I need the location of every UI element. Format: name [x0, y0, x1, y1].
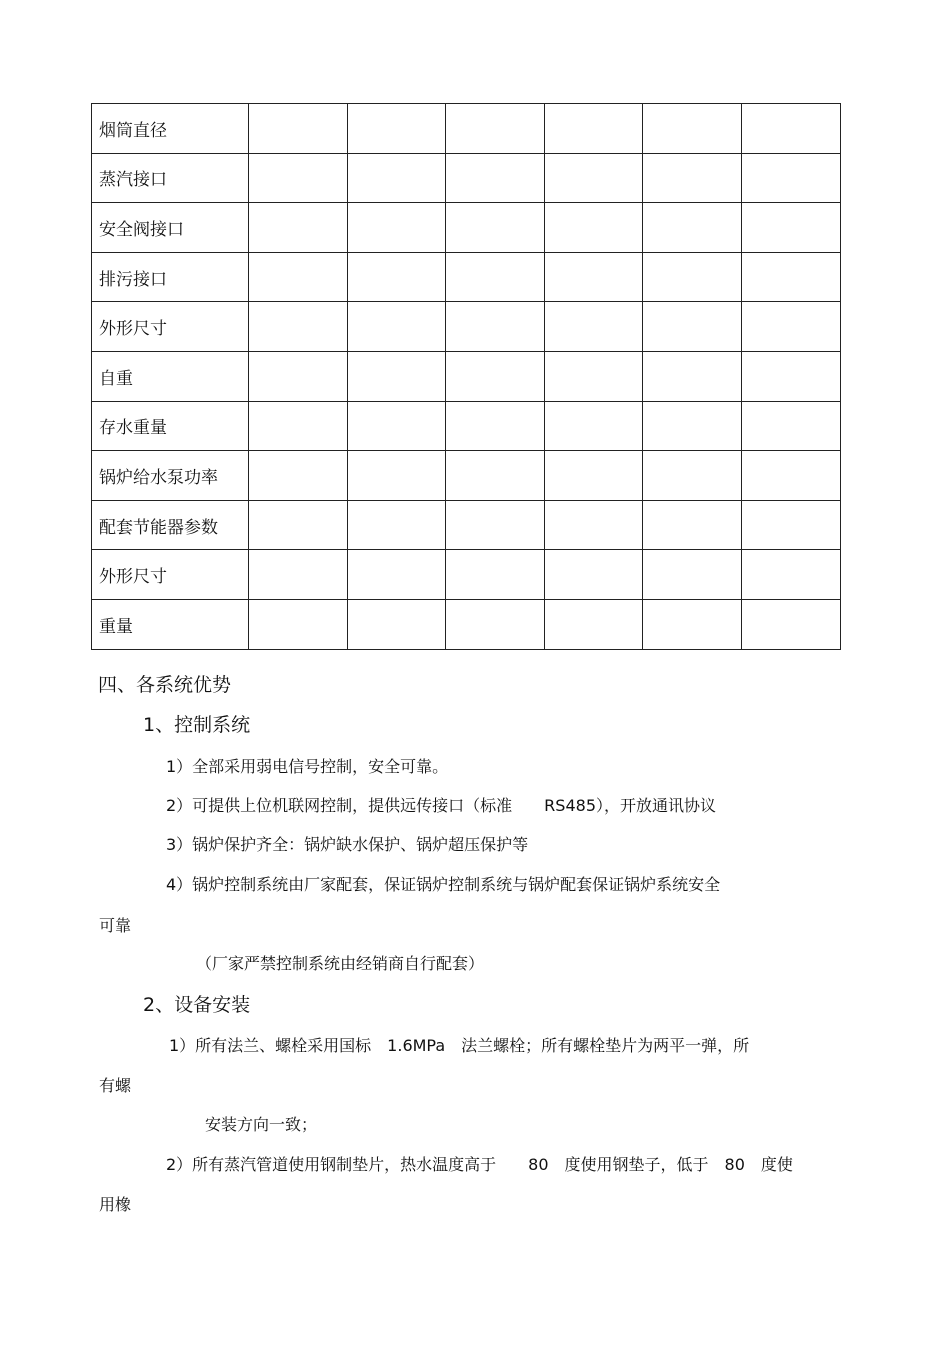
table-cell [643, 351, 742, 401]
table-row [92, 500, 841, 550]
table-cell [249, 302, 348, 352]
table-cell [544, 500, 643, 550]
row-label: 锅炉给水泵功率 [92, 451, 249, 501]
table-cell [643, 203, 742, 253]
table-cell [446, 153, 545, 203]
table-cell [741, 153, 840, 203]
table-cell [544, 451, 643, 501]
table-cell [741, 104, 840, 154]
parameter-table-body [92, 104, 841, 650]
control-item-3: 3）锅炉保护齐全：锅炉缺水保护、锅炉超压保护等 [166, 835, 529, 854]
table-cell [446, 203, 545, 253]
table-cell [741, 401, 840, 451]
table-cell [347, 351, 446, 401]
table-cell [249, 153, 348, 203]
table-cell [446, 252, 545, 302]
table-cell [544, 252, 643, 302]
table-row [92, 401, 841, 451]
table-cell [347, 203, 446, 253]
table-cell [446, 401, 545, 451]
row-label: 外形尺寸 [92, 302, 249, 352]
table-cell [446, 351, 545, 401]
table-cell [544, 401, 643, 451]
table-cell [643, 401, 742, 451]
table-cell [643, 599, 742, 649]
table-row [92, 252, 841, 302]
table-cell [347, 252, 446, 302]
control-item-4-line2: 可靠 [99, 916, 132, 935]
row-label: 配套节能器参数 [92, 500, 249, 550]
table-cell [544, 351, 643, 401]
control-item-2: 2）可提供上位机联网控制，提供远传接口（标准 RS485），开放通讯协议 [166, 796, 716, 815]
install-item-1-line3: 安装方向一致； [205, 1115, 318, 1134]
table-cell [643, 302, 742, 352]
table-cell [249, 104, 348, 154]
table-row [92, 451, 841, 501]
control-item-4-line1: 4）锅炉控制系统由厂家配套，保证锅炉控制系统与锅炉配套保证锅炉系统安全 [166, 875, 721, 894]
table-row [92, 153, 841, 203]
table-row [92, 599, 841, 649]
row-label: 重量 [92, 599, 249, 649]
table-cell [741, 451, 840, 501]
table-row [92, 550, 841, 600]
table-cell [741, 252, 840, 302]
table-cell [249, 401, 348, 451]
table-cell [544, 550, 643, 600]
subsection-heading-control-system: 1、控制系统 [143, 714, 251, 736]
table-cell [544, 203, 643, 253]
table-row [92, 351, 841, 401]
table-cell [741, 203, 840, 253]
table-cell [347, 104, 446, 154]
row-label: 自重 [92, 351, 249, 401]
row-label: 外形尺寸 [92, 550, 249, 600]
subsection-heading-installation: 2、设备安装 [143, 994, 251, 1016]
table-cell [741, 550, 840, 600]
table-cell [347, 550, 446, 600]
table-cell [347, 401, 446, 451]
table-cell [643, 550, 742, 600]
table-cell [446, 451, 545, 501]
table-cell [741, 500, 840, 550]
row-label: 存水重量 [92, 401, 249, 451]
table-cell [643, 104, 742, 154]
table-row [92, 104, 841, 154]
table-cell [741, 599, 840, 649]
table-cell [249, 451, 348, 501]
install-item-1-line1: 1）所有法兰、螺栓采用国标 1.6MPa 法兰螺栓；所有螺栓垫片为两平一弹，所 [169, 1036, 750, 1055]
install-item-2-line1: 2）所有蒸汽管道使用钢制垫片，热水温度高于 80 度使用钢垫子，低于 80 度使 [166, 1155, 793, 1174]
row-label: 排污接口 [92, 252, 249, 302]
table-row [92, 203, 841, 253]
table-cell [347, 302, 446, 352]
table-cell [347, 451, 446, 501]
table-cell [249, 252, 348, 302]
table-cell [249, 550, 348, 600]
table-cell [544, 153, 643, 203]
table-cell [446, 500, 545, 550]
row-label: 安全阀接口 [92, 203, 249, 253]
table-cell [741, 302, 840, 352]
table-cell [643, 153, 742, 203]
parameter-table [91, 103, 841, 650]
table-cell [741, 351, 840, 401]
table-cell [446, 599, 545, 649]
table-cell [347, 153, 446, 203]
table-cell [643, 252, 742, 302]
table-cell [347, 599, 446, 649]
table-cell [446, 302, 545, 352]
table-row [92, 302, 841, 352]
control-item-1: 1）全部采用弱电信号控制，安全可靠。 [166, 757, 449, 776]
install-item-2-line2: 用橡 [99, 1195, 132, 1214]
table-cell [347, 500, 446, 550]
table-cell [446, 104, 545, 154]
control-note: （厂家严禁控制系统由经销商自行配套） [196, 954, 485, 973]
table-cell [544, 104, 643, 154]
section-heading-advantages: 四、各系统优势 [98, 674, 232, 696]
table-cell [249, 599, 348, 649]
table-cell [643, 500, 742, 550]
table-cell [544, 599, 643, 649]
row-label: 蒸汽接口 [92, 153, 249, 203]
row-label: 烟筒直径 [92, 104, 249, 154]
table-cell [643, 451, 742, 501]
table-cell [249, 500, 348, 550]
table-cell [544, 302, 643, 352]
table-cell [249, 203, 348, 253]
table-cell [249, 351, 348, 401]
table-cell [446, 550, 545, 600]
install-item-1-line2: 有螺 [99, 1076, 132, 1095]
